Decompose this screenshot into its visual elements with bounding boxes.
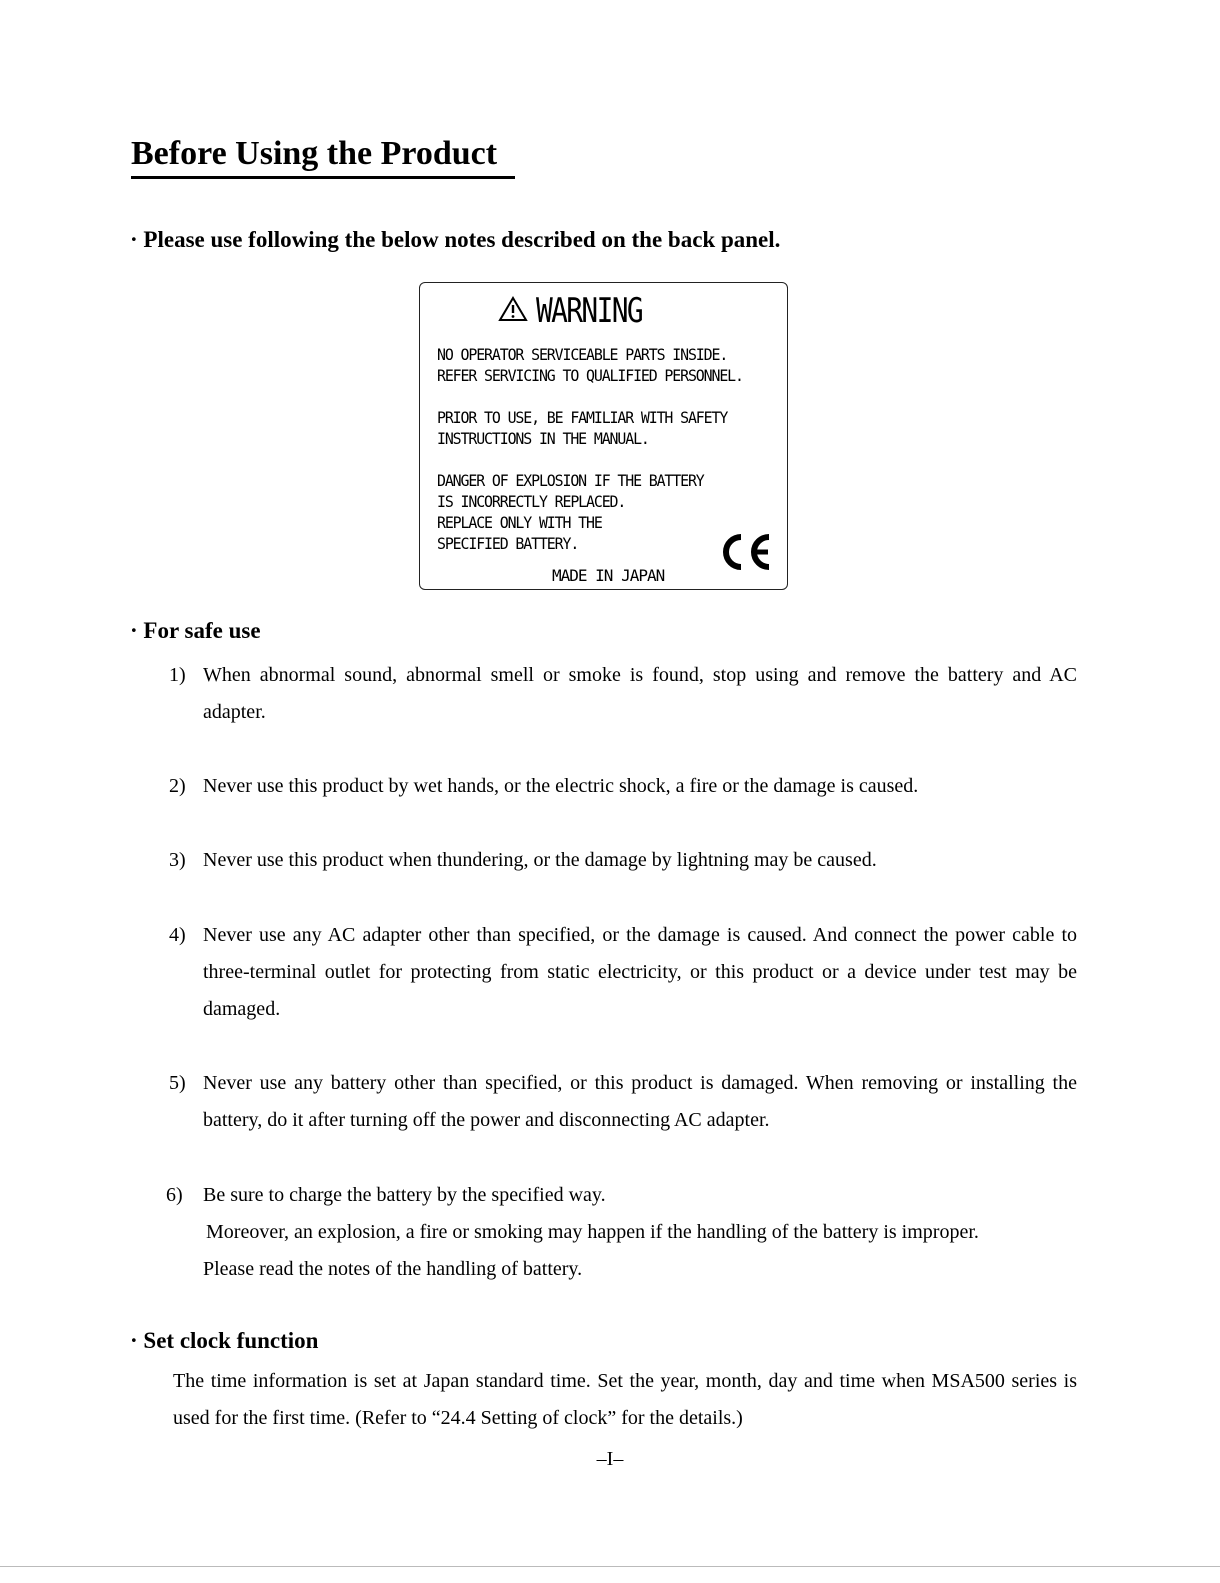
- warning-line: INSTRUCTIONS IN THE MANUAL.: [437, 429, 649, 448]
- list-text: Never use any battery other than specified, or this product is damaged. When removing or installing the battery, do it after turning off the power and disconnecting AC adapter.: [203, 1072, 1077, 1131]
- list-text: When abnormal sound, abnormal smell or smoke is found, stop using and remove the battery and AC adapter.: [203, 664, 1077, 723]
- list-text: Never use this product when thundering, or the damage by lightning may be caused.: [203, 849, 877, 871]
- warning-line: IS INCORRECTLY REPLACED.: [437, 492, 626, 511]
- warning-line: REFER SERVICING TO QUALIFIED PERSONNEL.: [437, 366, 743, 385]
- list-number: 6): [166, 1184, 183, 1206]
- made-in-label: MADE IN JAPAN: [552, 566, 665, 585]
- warning-label: [419, 282, 788, 590]
- safe-use-heading: · For safe use: [130, 618, 261, 643]
- list-text: Never use any AC adapter other than specified, or the damage is caused. And connect the power cable to three-terminal outlet for protecting from static electricity, or this product or a device under test may be damaged.: [203, 924, 1077, 1020]
- list-number: 2): [169, 775, 186, 797]
- ce-mark-icon: [716, 531, 774, 577]
- warning-title-row: [498, 291, 665, 331]
- warning-title: WARNING: [536, 291, 643, 331]
- list-text-line: Please read the notes of the handling of battery.: [203, 1258, 583, 1280]
- warning-line: SPECIFIED BATTERY.: [437, 534, 579, 553]
- clock-text: The time information is set at Japan standard time. Set the year, month, day and time when MSA500 series is used for the first time. (Refer to “24.4 Setting of clock” for the details.): [173, 1370, 1077, 1429]
- list-number: 3): [169, 849, 186, 871]
- intro-heading: · Please use following the below notes described on the back panel.: [130, 227, 781, 252]
- page-title: Before Using the Product: [131, 132, 515, 179]
- clock-heading: · Set clock function: [130, 1328, 319, 1353]
- warning-line: REPLACE ONLY WITH THE: [437, 513, 602, 532]
- list-text: Never use this product by wet hands, or the electric shock, a fire or the damage is caused.: [203, 775, 919, 797]
- bottom-rule: [0, 1566, 1220, 1567]
- list-number: 1): [169, 664, 186, 686]
- list-text: [203, 1177, 1077, 1288]
- list-number: 5): [169, 1072, 186, 1094]
- warning-line: DANGER OF EXPLOSION IF THE BATTERY: [437, 471, 704, 490]
- page-number: –I–: [596, 1448, 624, 1470]
- list-text-line: Be sure to charge the battery by the specified way.: [203, 1184, 606, 1206]
- warning-triangle-icon: [498, 296, 528, 326]
- warning-line: PRIOR TO USE, BE FAMILIAR WITH SAFETY: [437, 408, 728, 427]
- list-text-line: Moreover, an explosion, a fire or smoking may happen if the handling of the battery is improper.: [206, 1221, 979, 1243]
- warning-line: NO OPERATOR SERVICEABLE PARTS INSIDE.: [437, 345, 728, 364]
- list-number: 4): [169, 924, 186, 946]
